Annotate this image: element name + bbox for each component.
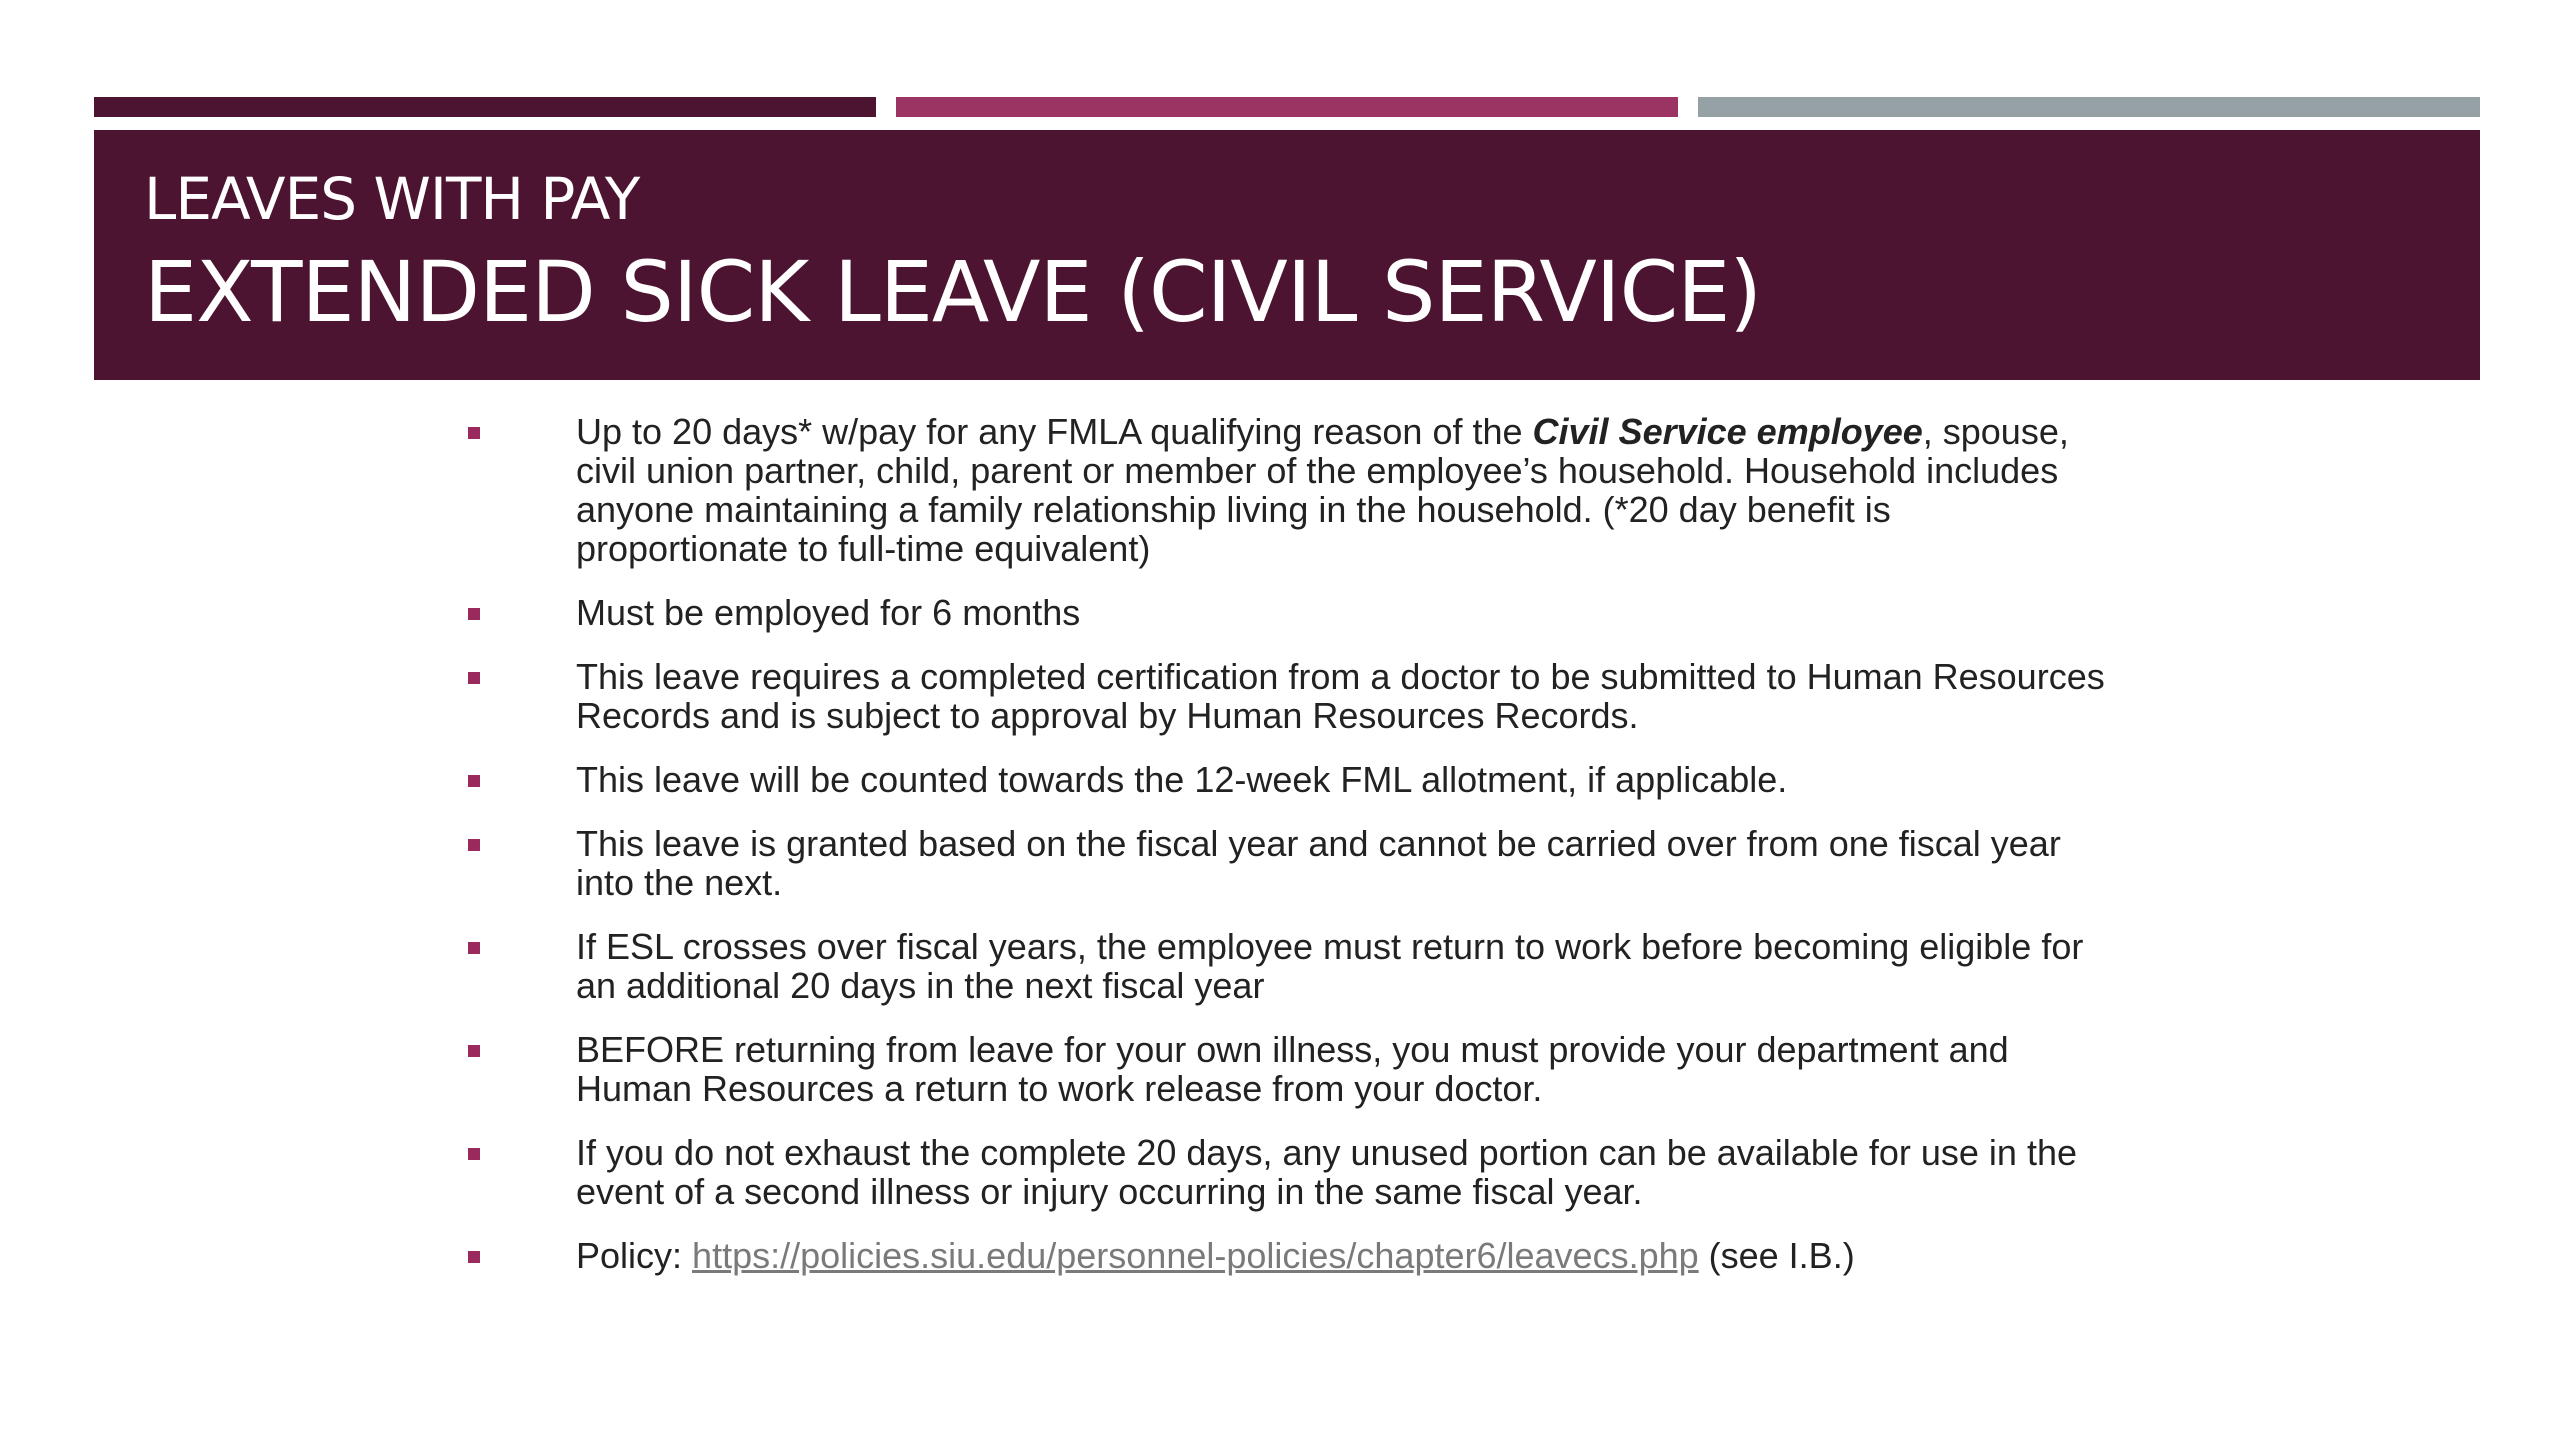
bullet-text: BEFORE returning from leave for your own illness, you must provide your department and Human Resources a return to work release from your doctor. (576, 1029, 2009, 1109)
policy-link[interactable]: https://policies.siu.edu/personnel-policies/chapter6/leavecs.php (692, 1235, 1699, 1276)
list-item (462, 1030, 2112, 1108)
bullet-text: This leave requires a completed certification from a doctor to be submitted to Human Resources Records and is subject to approval by Human Resources Records. (576, 656, 2105, 736)
bullet-text: Up to 20 days* w/pay for any FMLA qualifying reason of the Civil Service employee, spouse, civil union partner, child, parent or member of the employee’s household. Household includes anyone maintaining a family relationship living in the household. (*20 day benefit is proportionate to full-time equivalent) (576, 411, 2069, 569)
list-item (462, 657, 2112, 735)
square-bullet-icon (468, 775, 480, 787)
policy-suffix: (see I.B.) (1698, 1235, 1855, 1276)
square-bullet-icon (468, 1148, 480, 1160)
list-item (462, 412, 2112, 568)
slide-title: EXTENDED SICK LEAVE (CIVIL SERVICE) (144, 243, 1762, 341)
bullet-list (462, 412, 2112, 1300)
emphasis-text: Civil Service employee (1532, 411, 1923, 452)
list-item (462, 927, 2112, 1005)
bullet-text: This leave is granted based on the fiscal year and cannot be carried over from one fiscal year into the next. (576, 823, 2061, 903)
square-bullet-icon (468, 1251, 480, 1263)
bullet-text: If ESL crosses over fiscal years, the employee must return to work before becoming eligible for an additional 20 days in the next fiscal year (576, 926, 2084, 1006)
square-bullet-icon (468, 1045, 480, 1057)
slide-overline: LEAVES WITH PAY (144, 165, 640, 233)
policy-label: Policy: (576, 1235, 693, 1276)
title-band (94, 130, 2480, 380)
list-item (462, 760, 2112, 799)
square-bullet-icon (468, 672, 480, 684)
list-item-policy (462, 1236, 2112, 1275)
list-item (462, 593, 2112, 632)
accent-bar-maroon (94, 97, 876, 117)
list-item (462, 824, 2112, 902)
square-bullet-icon (468, 608, 480, 620)
bullet-text: Must be employed for 6 months (576, 592, 1081, 633)
square-bullet-icon (468, 427, 480, 439)
square-bullet-icon (468, 942, 480, 954)
square-bullet-icon (468, 839, 480, 851)
list-item (462, 1133, 2112, 1211)
bullet-text (576, 1235, 1855, 1276)
bullet-text: This leave will be counted towards the 12-week FML allotment, if applicable. (576, 759, 1788, 800)
accent-bar-magenta (896, 97, 1678, 117)
accent-bar-gray (1698, 97, 2480, 117)
bullet-text: If you do not exhaust the complete 20 days, any unused portion can be available for use in the event of a second illness or injury occurring in the same fiscal year. (576, 1132, 2077, 1212)
